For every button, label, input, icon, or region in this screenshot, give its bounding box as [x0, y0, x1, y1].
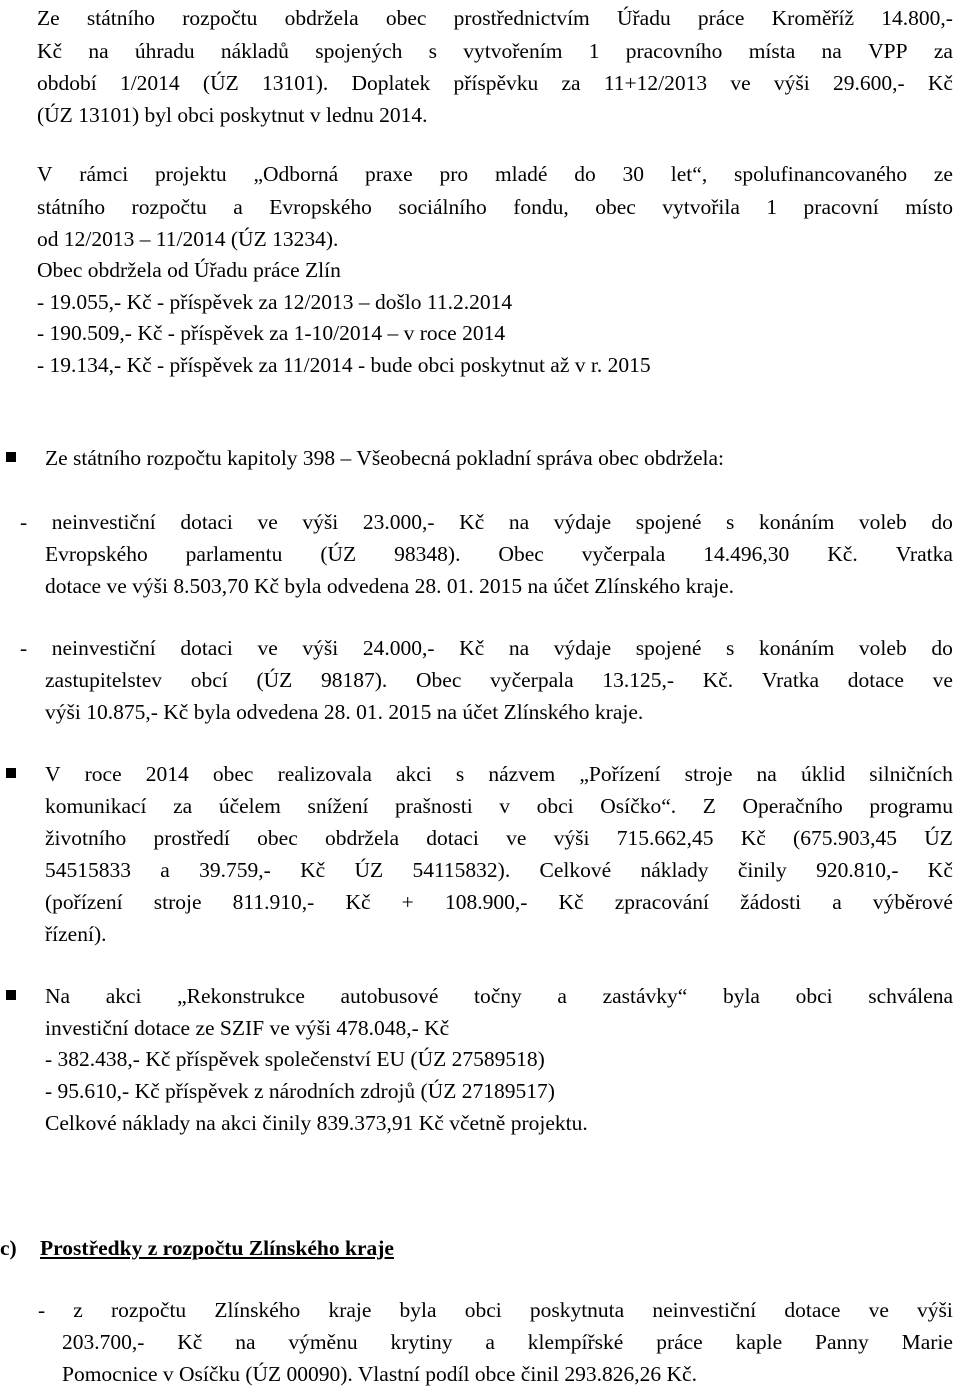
section-c-heading: Prostředky z rozpočtu Zlínského kraje — [40, 1236, 394, 1260]
section-c-letter: c) — [0, 1236, 17, 1260]
section-c-line-1: - z rozpočtu Zlínského kraje byla obci poskytnuta neinvestiční dotace ve výši — [38, 1298, 953, 1322]
p2-line-6: - 190.509,- Kč - příspěvek za 1-10/2014 – v roce 2014 — [37, 321, 506, 345]
b3-line-2: investiční dotace ze SZIF ve výši 478.048,- Kč — [45, 1016, 450, 1040]
p2-line-7: - 19.134,- Kč - příspěvek za 11/2014 - bude obci poskytnut až v r. 2015 — [37, 353, 651, 377]
b2-line-6: řízení). — [45, 922, 107, 946]
b3-line-3: - 382.438,- Kč příspěvek společenství EU (ÚZ 27589518) — [45, 1047, 545, 1071]
p2-line-4: Obec obdržela od Úřadu práce Zlín — [37, 258, 341, 282]
section-c-line-3: Pomocnice v Osíčku (ÚZ 00090). Vlastní podíl obce činil 293.826,26 Kč. — [62, 1362, 697, 1386]
p1-line-4: (ÚZ 13101) byl obci poskytnut v lednu 2014. — [37, 103, 428, 127]
b1-item1-line-3: dotace ve výši 8.503,70 Kč byla odvedena 28. 01. 2015 na účet Zlínského kraje. — [45, 574, 735, 598]
b1-item2-line-3: výši 10.875,- Kč byla odvedena 28. 01. 2015 na účet Zlínského kraje. — [45, 700, 644, 724]
b2-line-2: komunikací za účelem snížení prašnosti v obci Osíčko“. Z Operačního programu — [45, 794, 953, 818]
section-c-line-2: 203.700,- Kč na výměnu krytiny a klempířské práce kaple Panny Marie — [62, 1330, 953, 1354]
b3-line-5: Celkové náklady na akci činily 839.373,91 Kč včetně projektu. — [45, 1111, 588, 1135]
b1-item1-line-2: Evropského parlamentu (ÚZ 98348). Obec vyčerpala 14.496,30 Kč. Vratka — [45, 542, 953, 566]
p2-line-3: od 12/2013 – 11/2014 (ÚZ 13234). — [37, 227, 339, 251]
p2-line-2: státního rozpočtu a Evropského sociálního fondu, obec vytvořila 1 pracovní místo — [37, 195, 953, 219]
b3-line-4: - 95.610,- Kč příspěvek z národních zdrojů (ÚZ 27189517) — [45, 1079, 555, 1103]
b2-line-5: (pořízení stroje 811.910,- Kč + 108.900,- Kč zpracování žádosti a výběrové — [45, 890, 953, 914]
b1-item1-line-1: - neinvestiční dotaci ve výši 23.000,- Kč na výdaje spojené s konáním voleb do — [20, 510, 953, 534]
p2-line-1: V rámci projektu „Odborná praxe pro mladé do 30 let“, spolufinancovaného ze — [37, 162, 953, 186]
b2-line-1: V roce 2014 obec realizovala akci s názvem „Pořízení stroje na úklid silničních — [45, 762, 953, 786]
bullet-square-icon — [6, 452, 16, 462]
b1-item2-line-2: zastupitelstev obcí (ÚZ 98187). Obec vyčerpala 13.125,- Kč. Vratka dotace ve — [45, 668, 953, 692]
b2-line-4: 54515833 a 39.759,- Kč ÚZ 54115832). Celkové náklady činily 920.810,- Kč — [45, 858, 953, 882]
bullet-square-icon — [6, 768, 16, 778]
b1-item2-line-1: - neinvestiční dotaci ve výši 24.000,- Kč na výdaje spojené s konáním voleb do — [20, 636, 953, 660]
b3-line-1: Na akci „Rekonstrukce autobusové točny a zastávky“ byla obci schválena — [45, 984, 953, 1008]
p2-line-5: - 19.055,- Kč - příspěvek za 12/2013 – došlo 11.2.2014 — [37, 290, 513, 314]
b1-title: Ze státního rozpočtu kapitoly 398 – Všeobecná pokladní správa obec obdržela: — [45, 446, 725, 470]
p1-line-3: období 1/2014 (ÚZ 13101). Doplatek příspěvku za 11+12/2013 ve výši 29.600,- Kč — [37, 71, 953, 95]
bullet-square-icon — [6, 990, 16, 1000]
p1-line-1: Ze státního rozpočtu obdržela obec prostřednictvím Úřadu práce Kroměříž 14.800,- — [37, 6, 953, 30]
b2-line-3: životního prostředí obec obdržela dotaci ve výši 715.662,45 Kč (675.903,45 ÚZ — [45, 826, 953, 850]
p1-line-2: Kč na úhradu nákladů spojených s vytvořením 1 pracovního místa na VPP za — [37, 39, 953, 63]
